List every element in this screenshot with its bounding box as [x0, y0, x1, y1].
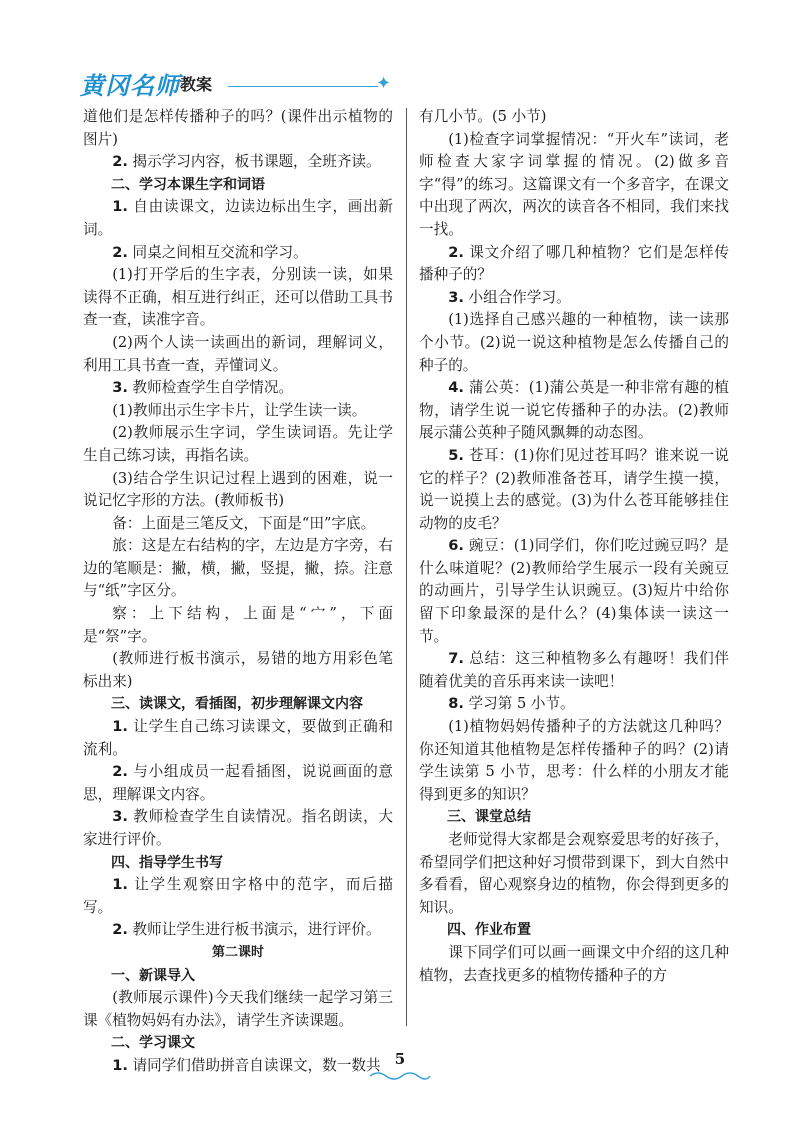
paragraph-continuation: 有几小节。(5 小节): [419, 108, 547, 125]
paragraph: 旅：这是左右结构的字，左边是方字旁，右边的笔顺是：撇，横，撇，竖提，撇，捺。注意与“纸”字区分。: [83, 537, 393, 600]
step-text: 蒲公英：(1)蒲公英是一种非常有趣的植物，请学生说一说它传播种子的办法。(2)教师展示蒲公英种子随风飘舞的动态图。: [419, 379, 729, 442]
page-number: 5: [394, 1050, 406, 1068]
step-number: 2.: [112, 921, 128, 939]
step-number: 7.: [448, 650, 464, 668]
step-number: 5.: [448, 446, 464, 464]
paragraph: (1)检查字词掌握情况：“开火车”读词，老师检查大家字词掌握的情况。(2)做多音字“得”的练习。这篇课文有一个多音字，在课文中出现了两次，两次的读音各不相同，我们来找一找。: [419, 130, 729, 238]
numbered-step: [419, 693, 729, 716]
numbered-step: [419, 287, 729, 310]
step-text: 与小组成员一起看插图，说说画面的意思，理解课文内容。: [83, 763, 393, 803]
step-number: 1.: [112, 718, 128, 736]
numbered-step: [419, 445, 729, 535]
numbered-step: [419, 377, 729, 445]
step-number: 2.: [112, 243, 128, 261]
step-text: 教师检查学生自读情况。指名朗读，大家进行评价。: [83, 808, 393, 848]
step-text: 苍耳：(1)你们见过苍耳吗？谁来说一说它的样子？(2)教师准备苍耳，请学生摸一摸，说一说摸上去的感觉。(3)为什么苍耳能够挂住动物的皮毛？: [419, 446, 729, 532]
step-text: 自由读课文，边读边标出生字，画出新词。: [83, 198, 393, 238]
paragraph: 老师觉得大家都是会观察爱思考的好孩子，希望同学们把这种好习惯带到课下，到大自然中多看看，留心观察身边的植物，你会得到更多的知识。: [419, 831, 729, 916]
section-heading: 三、课堂总结: [447, 809, 531, 826]
step-text: 课文介绍了哪几种植物？它们是怎样传播种子的？: [419, 243, 729, 284]
step-text: 豌豆：(1)同学们，你们吃过豌豆吗？是什么味道呢？(2)教师给学生展示一段有关豌豆的动画片，引导学生认识豌豆。(3)短片中给你留下印象最深的是什么？(4)集体读一读这一节。: [419, 537, 729, 645]
step-text: 揭示学习内容，板书课题，全班齐读。: [127, 153, 381, 171]
step-number: 3.: [448, 288, 464, 306]
numbered-step: [83, 196, 393, 241]
section-heading: 四、作业布置: [447, 922, 531, 939]
paragraph: (教师展示课件)今天我们继续一起学习第三课《植物妈妈有办法》，请学生齐读课题。: [83, 989, 393, 1029]
header-rule: [228, 86, 378, 87]
step-number: 2.: [448, 243, 464, 261]
paragraph: (1)选择自己感兴趣的一种植物，读一读那个小节。(2)说一说这种植物是怎么传播自己的种子的。: [419, 311, 729, 374]
step-text: 让学生自己练习读课文，要做到正确和流利。: [83, 718, 393, 758]
step-number: 6.: [448, 537, 464, 555]
right-text-column: [419, 106, 729, 987]
step-text: 教师让学生进行板书演示，进行评价。: [127, 921, 381, 939]
column-divider: [406, 108, 407, 1026]
numbered-step: [83, 919, 393, 942]
paragraph: (1)教师出示生字卡片，让学生读一读。: [112, 401, 367, 419]
numbered-step: [83, 151, 393, 174]
step-number: 3.: [112, 379, 128, 397]
step-number: 2.: [112, 153, 128, 171]
numbered-step: [419, 242, 729, 287]
step-text: 总结：这三种植物多么有趣呀！我们伴随着优美的音乐再来读一读吧！: [419, 650, 729, 690]
section-heading: 二、学习课文: [111, 1035, 195, 1052]
section-heading: 三、读课文，看插图，初步理解课文内容: [111, 696, 363, 713]
paragraph: (1)植物妈妈传播种子的方法就这几种吗？你还知道其他植物是怎样传播种子的吗？(2)请学生读第 5 小节，思考：什么样的小朋友才能得到更多的知识？: [419, 718, 729, 803]
paragraph: (3)结合学生识记过程上遇到的困难，说一说记忆字形的方法。(教师板书): [83, 469, 393, 510]
section-heading: 四、指导学生书写: [111, 854, 223, 871]
brand-logo-text: 黄冈名师: [80, 72, 180, 100]
step-text: 让学生观察田字格中的范字，而后描写。: [83, 876, 393, 916]
step-number: 1.: [112, 198, 128, 216]
paragraph: 备：上面是三笔反文，下面是“田”字底。: [112, 514, 376, 532]
header-subtitle: 教案: [180, 75, 213, 94]
step-number: 2.: [112, 763, 128, 781]
page-header: [80, 62, 740, 106]
paragraph: (教师进行板书演示，易错的地方用彩色笔标出来): [83, 650, 393, 690]
step-text: 同桌之间相互交流和学习。: [127, 243, 308, 261]
step-text: 学习第 5 小节。: [463, 695, 575, 713]
step-number: 4.: [448, 379, 464, 397]
section-heading: 二、学习本课生字和词语: [111, 176, 265, 193]
step-text: 小组合作学习。: [463, 288, 571, 306]
step-number: 1.: [112, 876, 128, 894]
paragraph: (2)教师展示生字词，学生读词语。先让学生自己练习读，再指名读。: [83, 424, 393, 464]
numbered-step: [83, 874, 393, 919]
numbered-step: [419, 535, 729, 648]
numbered-step: [419, 648, 729, 693]
numbered-step: [83, 377, 393, 400]
step-number: 1.: [112, 1056, 128, 1074]
lesson-title: 第二课时: [211, 944, 264, 960]
section-heading: 一、新课导入: [111, 967, 195, 984]
paragraph: 课下同学们可以画一画课文中介绍的这几种植物，去查找更多的植物传播种子的方: [419, 943, 729, 984]
step-text: 请同学们借助拼音自读课文，数一数共: [127, 1056, 381, 1074]
wave-ornament-icon: [368, 1070, 432, 1082]
left-text-column: [83, 106, 393, 1078]
numbered-step: [83, 806, 393, 851]
step-number: 3.: [112, 808, 128, 826]
step-number: 8.: [448, 695, 464, 713]
sparkle-star-icon: ✦: [376, 73, 392, 94]
paragraph: 察：上下结构，上面是“宀”，下面是“祭”字。: [83, 605, 393, 645]
numbered-step: [83, 242, 393, 265]
paragraph: (1)打开学后的生字表，分别读一读，如果读得不正确，相互进行纠正，还可以借助工具书查一查，读准字音。: [83, 266, 393, 329]
numbered-step: [83, 716, 393, 761]
numbered-step: [83, 761, 393, 806]
step-text: 教师检查学生自学情况。: [127, 379, 294, 397]
paragraph-continuation: 道他们是怎样传播种子的吗？(课件出示植物的图片): [83, 108, 393, 148]
paragraph: (2)两个人读一读画出的新词，理解词义，利用工具书查一查，弄懂词义。: [83, 333, 393, 374]
page-footer: [0, 1050, 800, 1090]
